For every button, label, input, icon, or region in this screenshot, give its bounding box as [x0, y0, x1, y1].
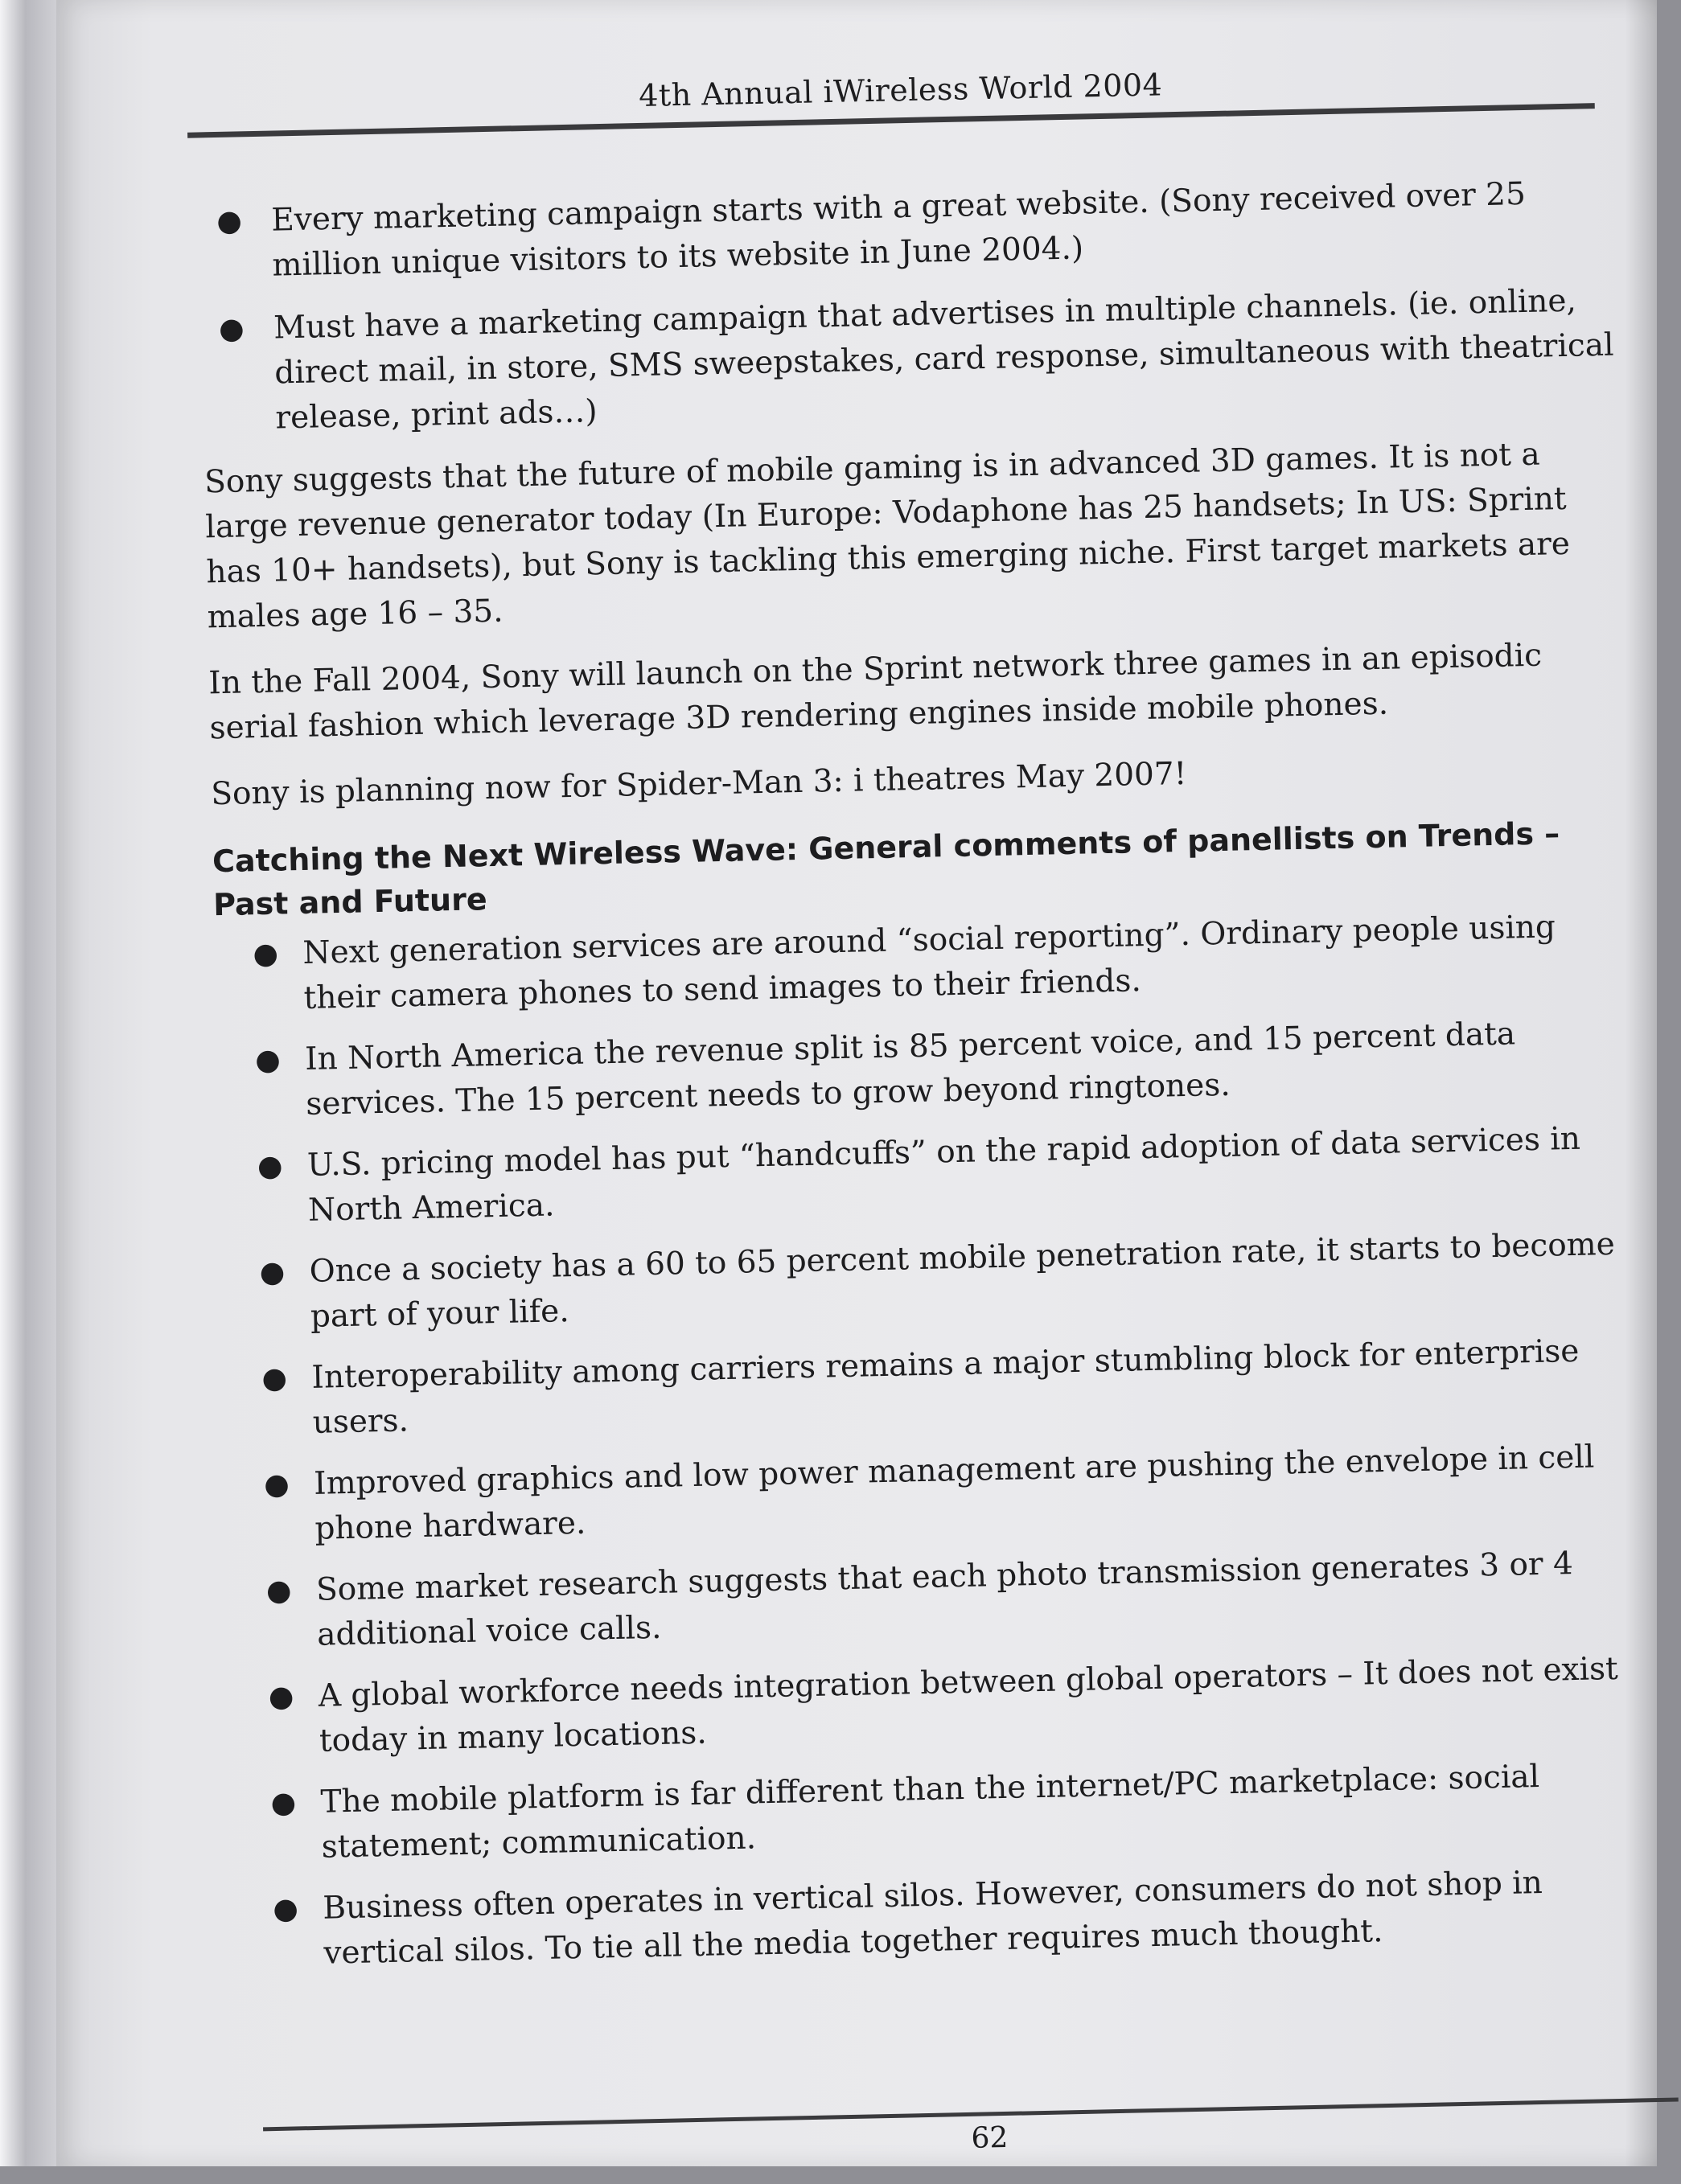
- list-item: ● Must have a marketing campaign that advertises in multiple channels. (ie. online, direct mail, in store, SMS sweepstakes, card response, simultaneous with theatrical release, print ads…): [218, 282, 1614, 437]
- bullet-icon: ●: [272, 1892, 299, 1926]
- list-item: ● Improved graphics and low power management are pushing the envelope in cell phone hardware.: [263, 1439, 1595, 1547]
- bullet-icon: ●: [265, 1574, 292, 1608]
- list-item: ● Next generation services are around “social reporting”. Ordinary people using their camera phones to send images to their friends.: [253, 909, 1556, 1016]
- list-item: ● Every marketing campaign starts with a great website. (Sony received over 25 million unique visitors to its website in June 2004.): [216, 175, 1527, 284]
- bullet-icon: ●: [259, 1255, 286, 1290]
- bullet-icon: ●: [253, 937, 279, 971]
- bullet-icon: ●: [263, 1468, 290, 1502]
- list-item: ● In North America the revenue split is 85 percent voice, and 15 percent data services. The 15 percent needs to grow beyond ringtones.: [254, 1016, 1516, 1123]
- top-bullet-list: [199, 170, 1627, 442]
- bullet-icon: ●: [218, 312, 245, 346]
- bullet-icon: ●: [270, 1786, 297, 1821]
- list-item: ● A global workforce needs integration between global operators – It does not exist today in many locations.: [268, 1650, 1619, 1759]
- body-text: [199, 170, 1659, 1994]
- list-item: ● Business often operates in vertical silos. However, consumers do not shop in vertical silos. To tie all the media together requires much thought.: [272, 1864, 1543, 1972]
- list-item: ● The mobile platform is far different than the internet/PC marketplace: social statement; communication.: [270, 1758, 1540, 1866]
- paragraph: In the Fall 2004, Sony will launch on the Sprint network three games in an episodic serial fashion which leverage 3D rendering engines inside mobile phones.: [208, 637, 1543, 747]
- page-number: 62: [971, 2120, 1009, 2155]
- header-rule: [187, 103, 1595, 138]
- bullet-icon: ●: [257, 1149, 283, 1184]
- bullet-icon: ●: [268, 1680, 294, 1714]
- paragraph: Sony suggests that the future of mobile gaming is in advanced 3D games. It is not a large revenue generator today (In Europe: Vodaphone has 25 handsets; In US: Sprint has 10+ handsets), but Sony is tackling this emerging niche. First target markets are males age 16 – 35.: [203, 436, 1571, 636]
- list-item: ● U.S. pricing model has put “handcuffs” on the rapid adoption of data services in North America.: [257, 1120, 1581, 1229]
- bullet-icon: ●: [216, 204, 243, 239]
- list-item: ● Interoperability among carriers remains a major stumbling block for enterprise users.: [261, 1332, 1580, 1441]
- bullet-icon: ●: [254, 1043, 282, 1078]
- list-item: ● Once a society has a 60 to 65 percent mobile penetration rate, it starts to become part of your life.: [259, 1225, 1616, 1335]
- paragraph: Sony is planning now for Spider-Man 3: i theatres May 2007!: [210, 755, 1187, 813]
- bullet-icon: ●: [261, 1361, 288, 1396]
- running-header: 4th Annual iWireless World 2004: [638, 67, 1163, 113]
- list-item: ● Some market research suggests that each photo transmission generates 3 or 4 additional voice calls.: [265, 1546, 1574, 1653]
- section-heading: Catching the Next Wireless Wave: General comments of panellists on Trends – Past and Future: [212, 815, 1560, 923]
- trends-bullet-list: [214, 903, 1659, 1978]
